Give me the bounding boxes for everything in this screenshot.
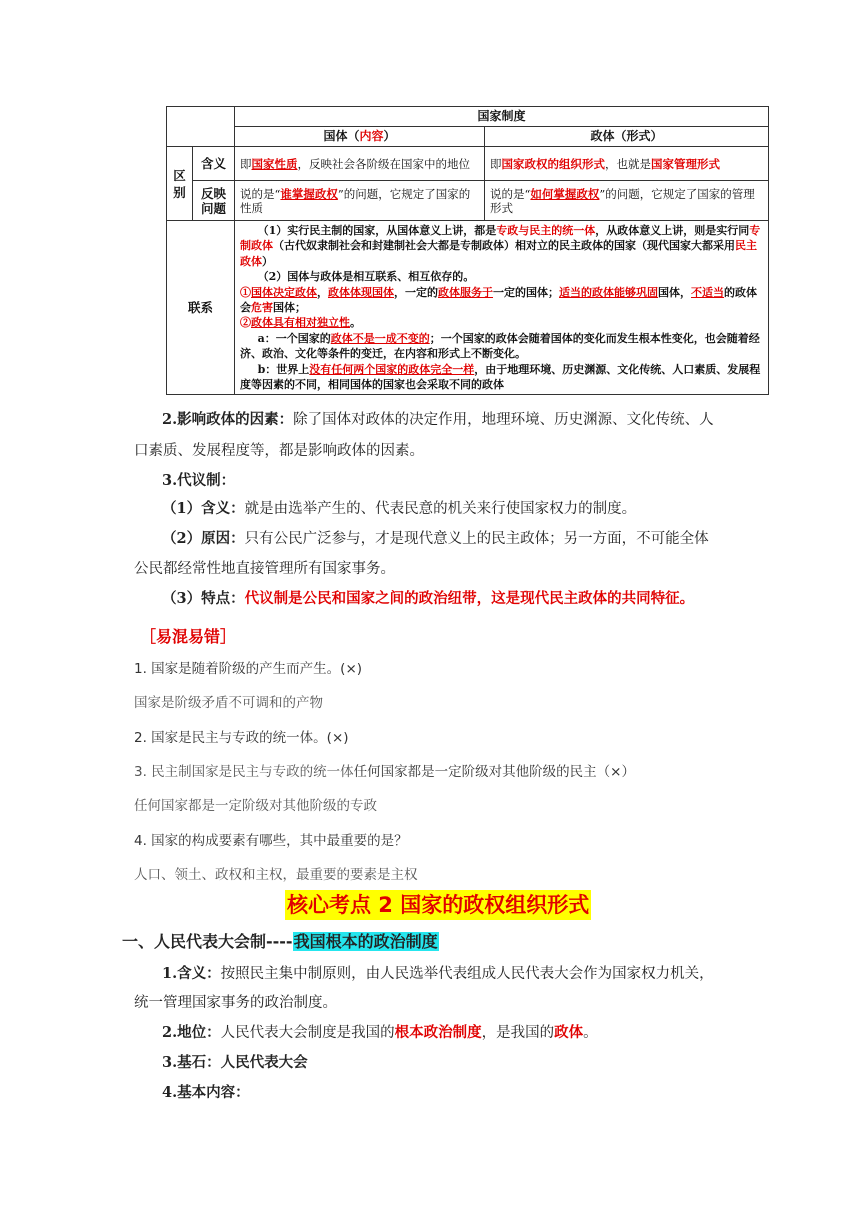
- s3-p2-line-1: （2）原因：只有公民广泛参与，才是现代意义上的民主政体；另一方面，不可能全体: [162, 530, 709, 547]
- row-label-fanying: 反映问题: [193, 181, 235, 221]
- guoti-zhengti-table: [166, 106, 769, 395]
- cell-guoti-hanyi: 即国家性质，反映社会各阶级在国家中的地位: [235, 147, 485, 181]
- group-label-qubie: 区别: [167, 147, 193, 221]
- cell-guoti-fanying: 说的是“谁掌握政权”的问题，它规定了国家的性质: [235, 181, 485, 221]
- yihun-a3: 任何国家都是一定阶级对其他阶级的专政: [134, 798, 377, 814]
- yihun-heading: ［易混易错］: [140, 627, 237, 646]
- lianxi-point-1: （1）实行民主制的国家，从国体意义上讲，都是专政与民主的统一体，从政体意义上讲，则是实行同专制政体（古代奴隶制社会和封建制社会大都是专制政体）相对立的民主政体的国家（现代国家大都采用民主政体）: [240, 224, 761, 268]
- col-guoti: 国体（内容）: [235, 127, 485, 147]
- row-label-lianxi: 联系: [167, 221, 235, 395]
- table-corner: [167, 107, 235, 147]
- row-label-hanyi: 含义: [193, 147, 235, 181]
- yihun-q3: 3. 民主制国家是民主与专政的统一体任何国家都是一定阶级对其他阶级的民主（×）: [134, 764, 635, 780]
- table-header: 国家制度: [235, 107, 769, 127]
- lianxi-point-3: ①国体决定政体，政体体现国体，一定的政体服务于一定的国体；适当的政体能够巩固国体，不适当的政体会危害国体；: [240, 285, 757, 315]
- cell-lianxi: [235, 221, 769, 395]
- sec1-item-4: 4.基本内容：: [162, 1084, 250, 1101]
- s3-p2-line-2: 公民都经常性地直接管理所有国家事务。: [134, 561, 395, 577]
- cell-zhengti-hanyi: 即国家政权的组织形式，也就是国家管理形式: [485, 147, 769, 181]
- s3-p1: （1）含义：就是由选举产生的、代表民意的机关来行使国家权力的制度。: [162, 500, 637, 517]
- sec1-item-2: 2.地位：人民代表大会制度是我国的根本政治制度，是我国的政体。: [162, 1024, 598, 1041]
- lianxi-point-4: ②政体具有相对独立性。: [240, 316, 361, 330]
- sec1-item-3: 3.基石：人民代表大会: [162, 1054, 308, 1071]
- yihun-a1: 国家是阶级矛盾不可调和的产物: [134, 695, 323, 711]
- yihun-a4: 人口、领土、政权和主权，最重要的要素是主权: [134, 867, 418, 883]
- lianxi-point-b: b：世界上没有任何两个国家的政体完全一样，由于地理环境、历史渊源、文化传统、人口素质、发展程度等因素的不同，相同国体的国家也会采取不同的政体: [240, 362, 761, 392]
- cell-zhengti-fanying: 说的是“如何掌握政权”的问题，它规定了国家的管理形式: [485, 181, 769, 221]
- lianxi-point-a: a：一个国家的政体不是一成不变的；一个国家的政体会随着国体的变化而发生根本性变化，也会随着经济、政治、文化等条件的变迁，在内容和形式上不断变化。: [240, 331, 760, 361]
- section-1-title: 一、人民代表大会制----我国根本的政治制度: [122, 932, 438, 951]
- col-zhengti: 政体（形式）: [485, 127, 769, 147]
- s2-line-2: 口素质、发展程度等，都是影响政体的因素。: [134, 443, 424, 459]
- s3-p3: （3）特点：代议制是公民和国家之间的政治纽带，这是现代民主政体的共同特征。: [162, 590, 695, 607]
- s3-title: 3.代议制：: [162, 472, 236, 489]
- yihun-q2: 2. 国家是民主与专政的统一体。(×): [134, 730, 349, 746]
- lianxi-point-2: （2）国体与政体是相互联系、相互依存的。: [257, 270, 475, 284]
- yihun-q1: 1. 国家是随着阶级的产生而产生。(×): [134, 661, 363, 677]
- sec1-item-1-line-2: 统一管理国家事务的政治制度。: [134, 995, 337, 1011]
- core-topic-title: 核心考点 2 国家的政权组织形式: [285, 890, 591, 920]
- sec1-item-1-line-1: 1.含义：按照民主集中制原则，由人民选举代表组成人民代表大会作为国家权力机关，: [162, 965, 714, 982]
- yihun-q4: 4. 国家的构成要素有哪些，其中最重要的是？: [134, 833, 408, 849]
- s2-line-1: 2.影响政体的因素：除了国体对政体的决定作用，地理环境、历史渊源、文化传统、人: [162, 411, 714, 428]
